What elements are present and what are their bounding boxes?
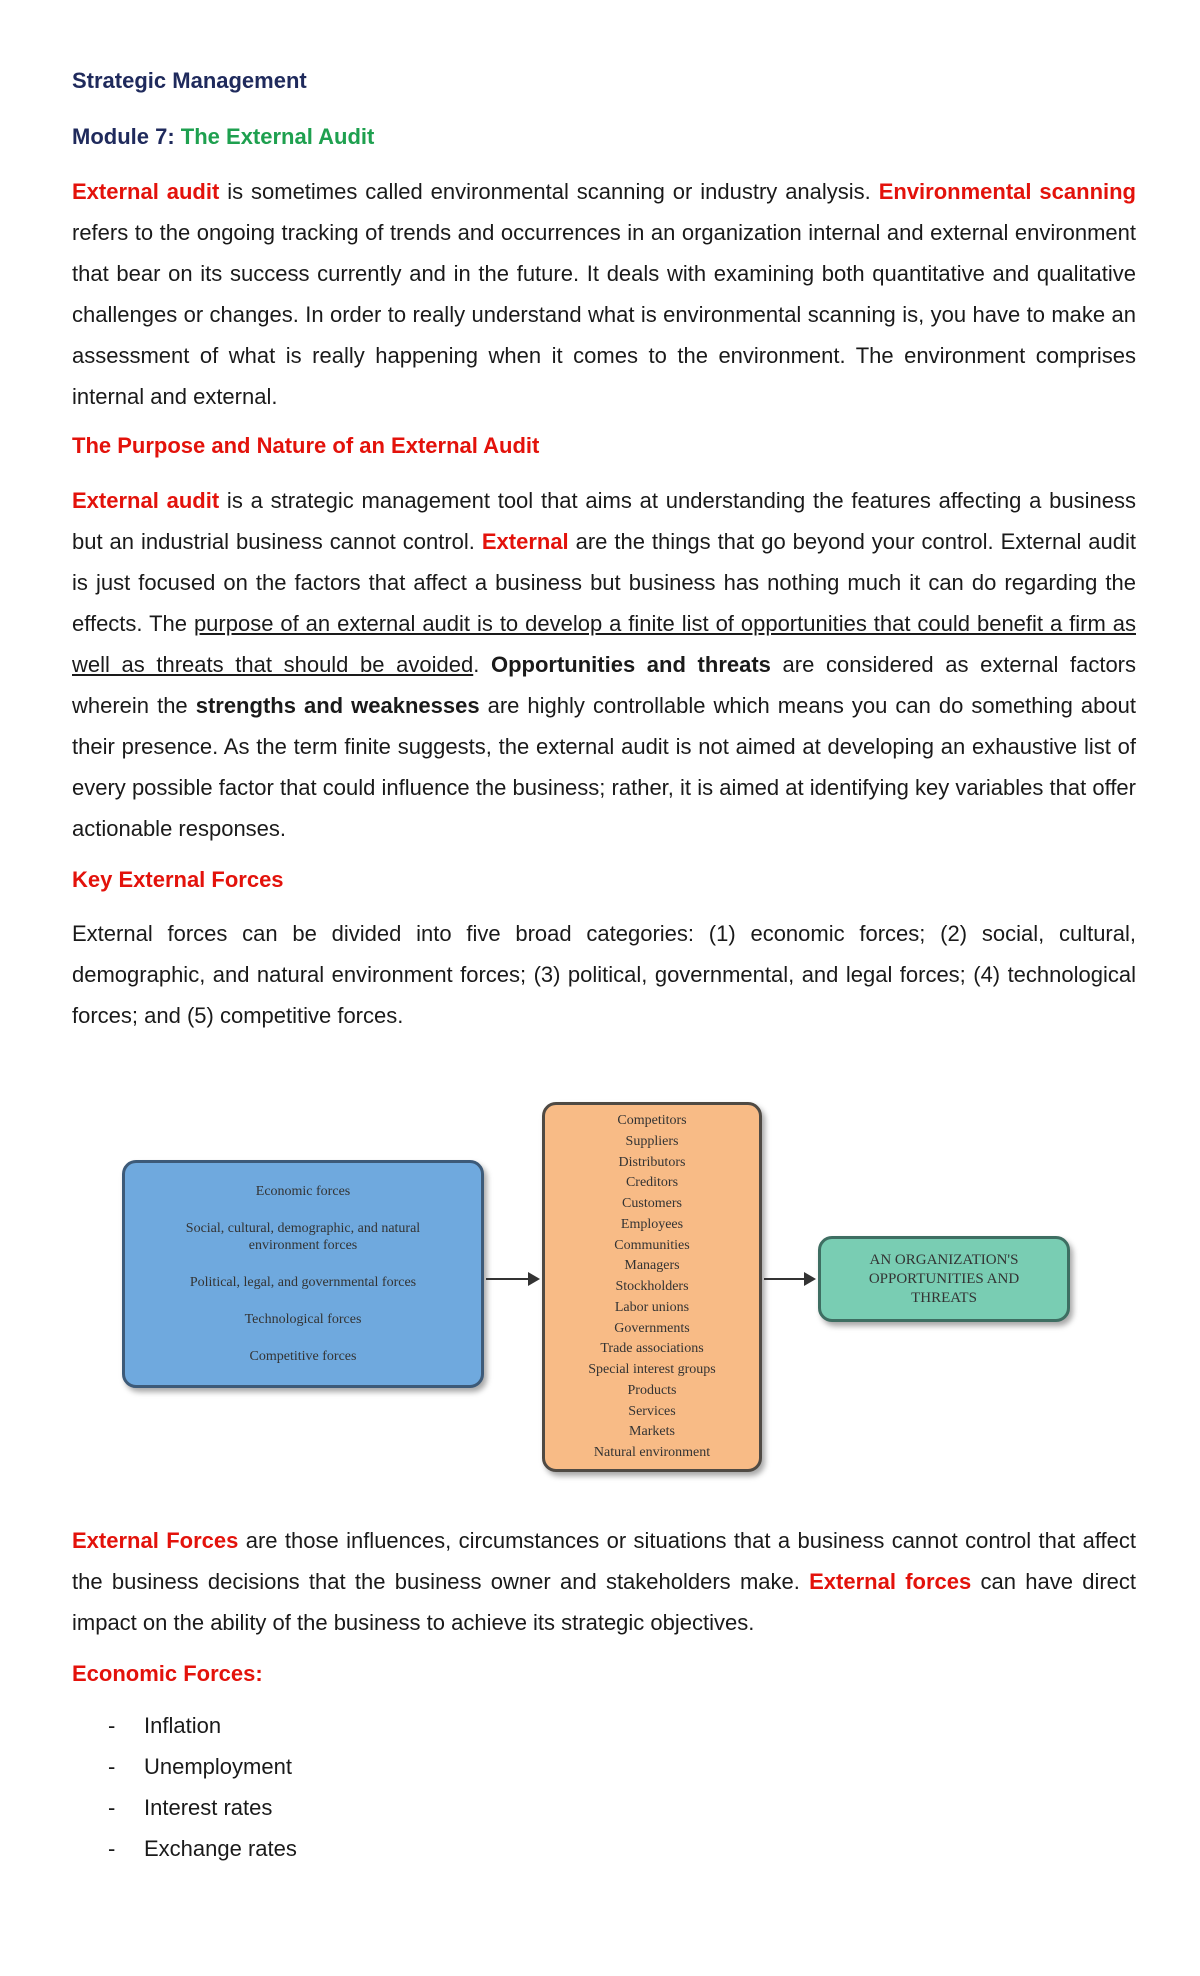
- middle-item: Special interest groups: [588, 1362, 716, 1377]
- intro-text-2: refers to the ongoing tracking of trends and occurrences in an organization internal and external environment that bear on its success currently and in the future. It deals with examining both quantitative and qualitative challenges or changes. In order to really understand what is environmental scanning is, you have to make an assessment of what is really happening when it comes to the environment. The environment comprises internal and external.: [72, 220, 1136, 409]
- purpose-text-2: are the things that go beyond your control. External audit is just focused on the factors that affect a business but business has nothing much it can do regarding the effects. The: [72, 529, 1136, 636]
- middle-item: Customers: [622, 1196, 682, 1211]
- economic-forces-list: [72, 1705, 1136, 1869]
- middle-item: Stockholders: [615, 1279, 689, 1294]
- middle-item: Governments: [614, 1320, 690, 1336]
- left-item: Political, legal, and governmental forces: [189, 1275, 417, 1290]
- middle-item: Distributors: [618, 1154, 686, 1170]
- middle-item: Communities: [614, 1237, 690, 1253]
- external-forces-diagram: [72, 1084, 1136, 1504]
- key-forces-heading: Key External Forces: [72, 867, 284, 892]
- middle-item: Creditors: [625, 1175, 679, 1191]
- intro-paragraph: [72, 171, 1136, 417]
- opportunities-threats-box: [818, 1236, 1070, 1322]
- list-item: - Inflation: [72, 1705, 1136, 1746]
- term-external-audit: External audit: [72, 179, 220, 204]
- external-forces-box: [122, 1160, 484, 1388]
- list-item: - Unemployment: [72, 1746, 1136, 1787]
- key-forces-paragraph: External forces can be divided into five broad categories: (1) economic forces; (2) social, cultural, demographic, and natural environment forces; (3) political, governmental, and legal forces; (4) technological forces; and (5) competitive forces.: [72, 921, 1136, 1028]
- middle-item: Labor unions: [614, 1299, 690, 1315]
- purpose-text-4: are considered as external factors wherein the: [72, 652, 1137, 718]
- middle-item: Services: [628, 1403, 676, 1419]
- stakeholders-box: [542, 1102, 762, 1472]
- term-environmental-scanning: Environmental scanning: [878, 179, 1136, 204]
- external-forces-text-1: are those influences, circumstances or situations that a business cannot control that affect the business decisions that the business owner and stakeholders make.: [72, 1528, 1136, 1594]
- left-item: Social, cultural, demographic, and natural environment forces: [185, 1221, 421, 1253]
- middle-item: Trade associations: [600, 1341, 704, 1357]
- economic-forces-heading: Economic Forces:: [72, 1661, 263, 1686]
- arrow-right-1: [486, 1278, 538, 1280]
- term-external-audit-2: External audit: [72, 488, 220, 513]
- purpose-text-5: are highly controllable which means you can do something about their presence. As the term finite suggests, the external audit is not aimed at developing an exhaustive list of every possible factor that could influence the business; rather, it is aimed at identifying key variables that offer actionable responses.: [72, 693, 1136, 841]
- list-item: - Interest rates: [72, 1787, 1136, 1828]
- purpose-underlined: purpose of an external audit is to develop a finite list of opportunities that could benefit a firm as well as threats that should be avoided: [72, 611, 1136, 677]
- intro-text-1: is sometimes called environmental scanning or industry analysis.: [219, 179, 879, 204]
- module-title: [72, 122, 1136, 152]
- document-page: [72, 66, 1136, 1869]
- middle-item: Employees: [620, 1216, 684, 1232]
- middle-item: Suppliers: [625, 1133, 679, 1149]
- course-title: Strategic Management: [72, 68, 307, 93]
- module-prefix: Module 7:: [72, 124, 175, 149]
- middle-item: Products: [627, 1382, 677, 1398]
- term-external-forces: External Forces: [72, 1528, 239, 1553]
- middle-item: Managers: [624, 1258, 680, 1274]
- arrow-right-2: [764, 1278, 814, 1280]
- external-forces-paragraph: [72, 1520, 1136, 1643]
- purpose-heading: The Purpose and Nature of an External Audit: [72, 433, 540, 458]
- middle-item: Competitors: [617, 1113, 687, 1128]
- term-external: External: [481, 529, 569, 554]
- bold-opportunities-threats: Opportunities and threats: [490, 652, 771, 677]
- term-external-forces-2: External forces: [809, 1569, 972, 1594]
- purpose-text-1: is a strategic management tool that aims at understanding the features affecting a business but an industrial business cannot control.: [72, 488, 1136, 554]
- purpose-text-3: .: [473, 652, 491, 677]
- left-item: Competitive forces: [249, 1349, 357, 1364]
- external-forces-text-2: can have direct impact on the ability of the business to achieve its strategic objectives.: [72, 1569, 1137, 1635]
- left-item: Economic forces: [255, 1184, 351, 1199]
- left-item: Technological forces: [244, 1312, 362, 1327]
- middle-item: Markets: [629, 1424, 675, 1440]
- purpose-paragraph: [72, 480, 1136, 849]
- right-label: AN ORGANIZATION'S OPPORTUNITIES AND THREATS: [868, 1251, 1020, 1306]
- module-name: The External Audit: [180, 124, 375, 149]
- bold-strengths-weaknesses: strengths and weaknesses: [195, 693, 480, 718]
- middle-item: Natural environment: [593, 1445, 711, 1460]
- list-item: - Exchange rates: [72, 1828, 1136, 1869]
